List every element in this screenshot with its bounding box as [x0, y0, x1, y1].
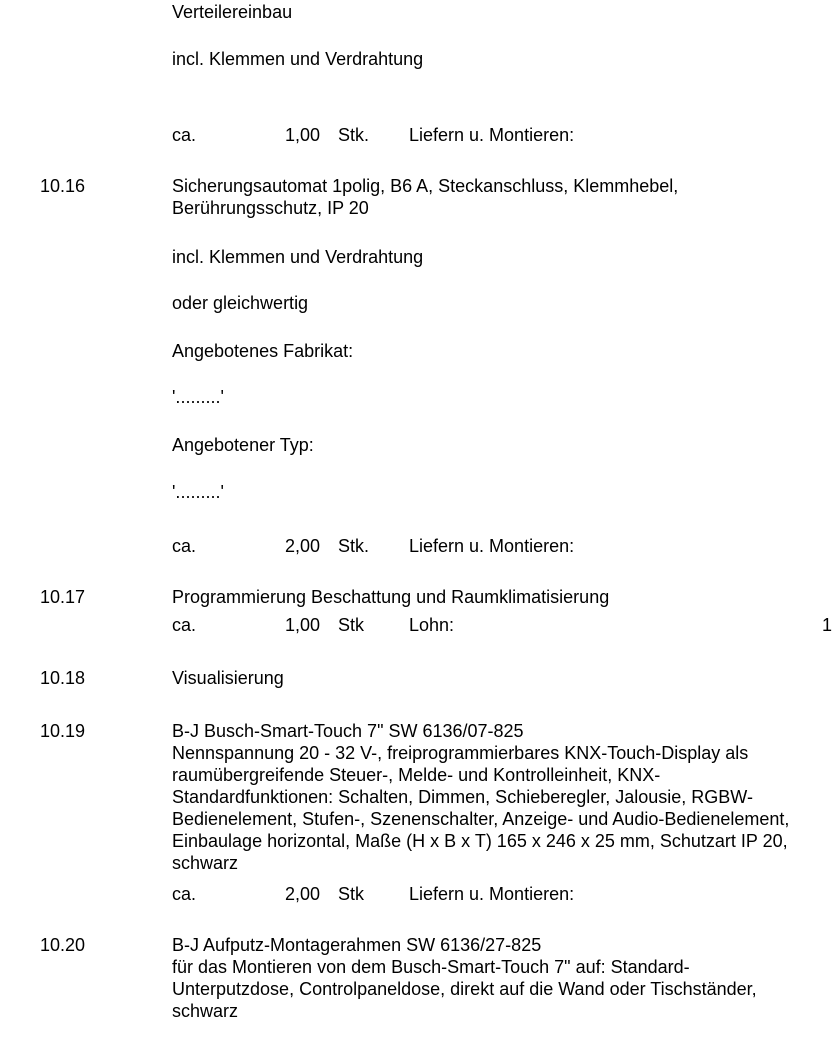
- item-number: 10.17: [40, 587, 86, 607]
- ca-label: ca.: [172, 536, 197, 556]
- action-label: Liefern u. Montieren:: [409, 884, 575, 904]
- ca-label: ca.: [172, 884, 197, 904]
- item-title: Programmierung Beschattung und Raumklimatisierung: [172, 587, 610, 607]
- quantity-value: 2,00: [285, 884, 321, 904]
- quantity-value: 1,00: [285, 615, 321, 635]
- unit-label: Stk: [338, 615, 365, 635]
- item-number: 10.20: [40, 935, 86, 955]
- action-label: Liefern u. Montieren:: [409, 536, 575, 556]
- text-line: Angebotenes Fabrikat:: [172, 341, 354, 361]
- text-line: '.........': [172, 387, 224, 407]
- action-label: Liefern u. Montieren:: [409, 125, 575, 145]
- ca-label: ca.: [172, 615, 197, 635]
- unit-label: Stk.: [338, 536, 370, 556]
- text-line: incl. Klemmen und Verdrahtung: [172, 247, 424, 267]
- unit-label: Stk: [338, 884, 365, 904]
- item-number: 10.18: [40, 668, 86, 688]
- text-line: Verteilereinbau: [172, 2, 293, 22]
- quantity-value: 1,00: [285, 125, 321, 145]
- action-label: Lohn:: [409, 615, 455, 635]
- item-number: 10.19: [40, 721, 86, 741]
- text-line: incl. Klemmen und Verdrahtung: [172, 49, 424, 69]
- text-line: oder gleichwertig: [172, 293, 309, 313]
- item-title: B-J Aufputz-Montagerahmen SW 6136/27-825: [172, 935, 542, 955]
- text-line: Angebotener Typ:: [172, 435, 314, 455]
- ca-label: ca.: [172, 125, 197, 145]
- quantity-value: 2,00: [285, 536, 321, 556]
- text-line: '.........': [172, 482, 224, 502]
- item-title: B-J Busch-Smart-Touch 7" SW 6136/07-825: [172, 721, 524, 741]
- item-title: Visualisierung: [172, 668, 284, 688]
- item-title: Sicherungsautomat 1polig, B6 A, Steckanschluss, Klemmhebel, Berührungsschutz, IP 20: [172, 176, 679, 218]
- cut-off-price: 1: [822, 615, 832, 635]
- unit-label: Stk.: [338, 125, 370, 145]
- item-number: 10.16: [40, 176, 86, 196]
- item-description: für das Montieren von dem Busch-Smart-Touch 7" auf: Standard-Unterputzdose, Controlpaneldose, direkt auf die Wand oder Tischständer, schwarz: [172, 957, 757, 1021]
- item-description: Nennspannung 20 - 32 V-, freiprogrammierbares KNX-Touch-Display als raumübergreifende Steuer-, Melde- und Kontrolleinheit, KNX-Standardfunktionen: Schalten, Dimmen, Schieberegler, Jalousie, RGBW-Bedienelement, Stufen-, Szenenschalter, Anzeige- und Audio-Bedienelement, Einbaulage horizontal, Maße (H x B x T) 165 x 246 x 25 mm, Schutzart IP 20, schwarz: [172, 743, 790, 873]
